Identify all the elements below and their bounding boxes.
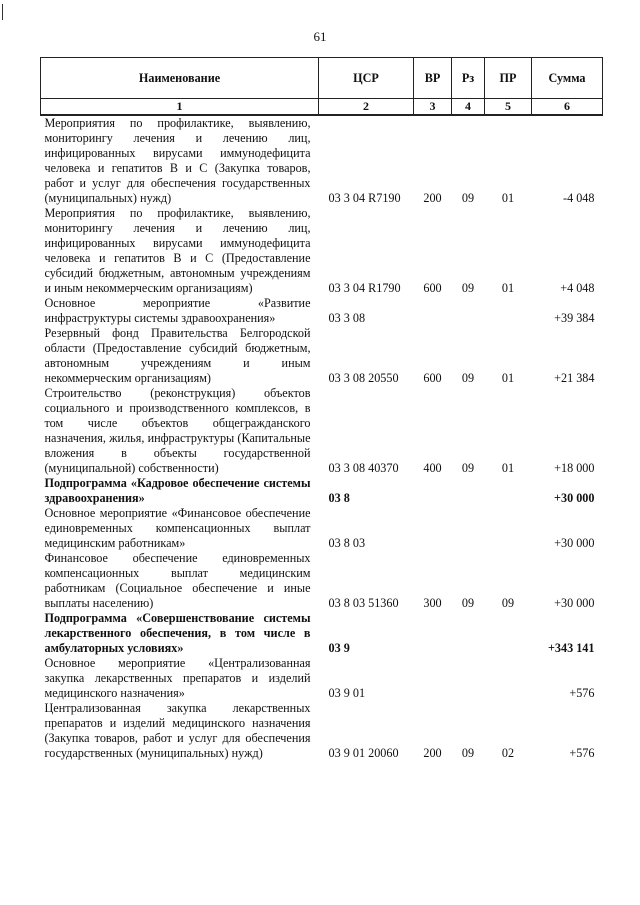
row-csr: 03 9 xyxy=(328,641,350,655)
row-pr: 01 xyxy=(501,371,515,385)
row-csr: 03 8 03 51360 xyxy=(328,596,399,610)
column-number-row xyxy=(41,99,603,116)
table-row xyxy=(41,296,603,326)
column-number: 5 xyxy=(485,99,532,116)
header-rz: Рз xyxy=(452,58,485,99)
row-sum: +343 141 xyxy=(547,641,595,655)
column-number: 4 xyxy=(452,99,485,116)
row-vr: 600 xyxy=(423,281,442,295)
row-csr: 03 3 04 R7190 xyxy=(328,191,401,205)
row-rz xyxy=(452,476,485,506)
header-vr: ВР xyxy=(414,58,452,99)
table-row xyxy=(41,326,603,386)
row-vr xyxy=(414,611,452,656)
row-csr: 03 9 01 xyxy=(328,686,366,700)
row-csr: 03 3 08 xyxy=(328,311,366,325)
row-name: Подпрограмма «Кадровое обеспечение системы здравоохранения» xyxy=(44,476,311,505)
table-row xyxy=(41,656,603,701)
column-number: 2 xyxy=(319,99,414,116)
table-row xyxy=(41,206,603,296)
header-name: Наименование xyxy=(41,58,319,99)
table-row xyxy=(41,551,603,611)
row-pr xyxy=(485,476,532,506)
row-csr: 03 8 xyxy=(328,491,350,505)
row-csr: 03 3 08 20550 xyxy=(328,371,399,385)
table-row xyxy=(41,506,603,551)
row-vr: 600 xyxy=(423,371,442,385)
table-row xyxy=(41,611,603,656)
header-pr: ПР xyxy=(485,58,532,99)
table-row xyxy=(41,115,603,206)
row-sum: +4 048 xyxy=(560,281,595,295)
table-header-row xyxy=(41,58,603,99)
row-pr xyxy=(485,656,532,701)
column-number: 1 xyxy=(41,99,319,116)
row-pr xyxy=(485,506,532,551)
row-sum: +30 000 xyxy=(554,491,595,505)
row-rz: 09 xyxy=(461,281,475,295)
row-name: Централизованная закупка лекарственных препаратов и изделий медицинского назначения (Закупка товаров, работ и услуг для обеспечения государственных (муниципальных) нужд) xyxy=(44,701,311,760)
row-csr: 03 3 08 40370 xyxy=(328,461,399,475)
row-pr: 02 xyxy=(501,746,515,760)
table-row xyxy=(41,386,603,476)
row-sum: +576 xyxy=(569,746,595,760)
row-vr xyxy=(414,656,452,701)
row-rz xyxy=(452,506,485,551)
row-pr: 01 xyxy=(501,281,515,295)
row-rz: 09 xyxy=(461,461,475,475)
row-sum: +39 384 xyxy=(554,311,595,325)
row-sum: +576 xyxy=(569,686,595,700)
row-name: Основное мероприятие «Финансовое обеспечение единовременных компенсационных выплат медицинским работникам» xyxy=(44,506,311,550)
row-name: Основное мероприятие «Централизованная закупка лекарственных препаратов и изделий медицинского назначения» xyxy=(44,656,311,700)
row-vr xyxy=(414,296,452,326)
row-sum: +21 384 xyxy=(554,371,595,385)
column-number: 6 xyxy=(532,99,603,116)
row-csr: 03 9 01 20060 xyxy=(328,746,399,760)
row-rz xyxy=(452,296,485,326)
row-csr: 03 8 03 xyxy=(328,536,366,550)
row-name: Мероприятия по профилактике, выявлению, мониторингу лечения и лечению лиц, инфицированных вирусами иммунодефицита человека и гепатитов В и С (Закупка товаров, работ и услуг для обеспечения государственных (муниципальных) нужд) xyxy=(44,116,311,205)
page-number: 61 xyxy=(313,29,327,44)
row-vr: 200 xyxy=(423,746,442,760)
row-name: Резервный фонд Правительства Белгородской области (Предоставление субсидий бюджетным, автономным учреждениям и иным некоммерческим организациям) xyxy=(44,326,311,385)
row-name: Строительство (реконструкция) объектов социального и производственного комплексов, в том числе объектов общегражданского назначения, жилья, инфраструктуры (Капитальные вложения в объекты государственной (муниципальной) собственности) xyxy=(44,386,311,475)
row-rz: 09 xyxy=(461,191,475,205)
row-rz xyxy=(452,656,485,701)
header-csr: ЦСР xyxy=(319,58,414,99)
row-name: Мероприятия по профилактике, выявлению, мониторингу лечения и лечению лиц, инфицированных вирусами иммунодефицита человека и гепатитов В и С (Предоставление субсидий бюджетным, автономным учреждениям и иным некоммерческим организациям) xyxy=(44,206,311,295)
row-rz xyxy=(452,611,485,656)
budget-table xyxy=(40,57,603,761)
row-vr xyxy=(414,476,452,506)
header-sum: Сумма xyxy=(532,58,603,99)
row-name: Финансовое обеспечение единовременных компенсационных выплат медицинским работникам (Социальное обеспечение и иные выплаты населению) xyxy=(44,551,311,610)
row-rz: 09 xyxy=(461,746,475,760)
row-sum: +30 000 xyxy=(554,596,595,610)
row-sum: +30 000 xyxy=(554,536,595,550)
table-row xyxy=(41,701,603,761)
table-body xyxy=(41,115,603,761)
row-rz: 09 xyxy=(461,371,475,385)
row-pr: 01 xyxy=(501,461,515,475)
row-name: Основное мероприятие «Развитие инфраструктуры системы здравоохранения» xyxy=(44,296,311,325)
row-sum: -4 048 xyxy=(563,191,595,205)
column-number: 3 xyxy=(414,99,452,116)
row-vr: 300 xyxy=(423,596,442,610)
row-pr xyxy=(485,296,532,326)
row-vr: 400 xyxy=(423,461,442,475)
row-vr: 200 xyxy=(423,191,442,205)
row-pr xyxy=(485,611,532,656)
row-csr: 03 3 04 R1790 xyxy=(328,281,401,295)
margin-mark xyxy=(2,4,3,20)
table-row xyxy=(41,476,603,506)
row-rz: 09 xyxy=(461,596,475,610)
row-pr: 01 xyxy=(501,191,515,205)
row-name: Подпрограмма «Совершенствование системы лекарственного обеспечения, в том числе в амбулаторных условиях» xyxy=(44,611,311,655)
row-vr xyxy=(414,506,452,551)
row-sum: +18 000 xyxy=(554,461,595,475)
row-pr: 09 xyxy=(501,596,515,610)
